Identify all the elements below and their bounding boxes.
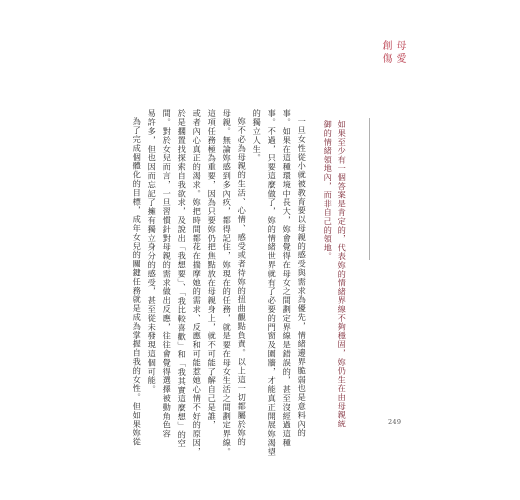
body-line: 這項任務極為重要，因為只要妳仍把焦點放在母親身上，就不可能了解自己是誰， bbox=[207, 109, 218, 430]
body-line: 於是擱置找探索自我欲求，及說出「我想要」、「我比較喜歡」和「我其實這麼想」的空 bbox=[177, 109, 188, 448]
body-line: 事。不過，只要這麼做了，妳的情緒世界就有了必要的門窗及圍牆，才能真正開展妳渴望 bbox=[267, 109, 278, 457]
body-line: 妳不必為母親的生活、心情、感受或者待妳的扭曲觀點負責。以上這一切都屬於妳的 bbox=[237, 117, 248, 447]
body-line: 母親。無論妳感到多內疚，都得記住，妳現在的任務，就是要在母女生活之間劃定界線。 bbox=[222, 109, 233, 457]
chapter-subtitle: 創傷 bbox=[380, 40, 391, 66]
header-divider bbox=[369, 118, 370, 260]
body-line: 的獨立人生。 bbox=[252, 109, 263, 163]
body-line: 為了完成個體化的目標，成年女兒的關鍵任務就是成為掌握自我的女性。但如果妳從 bbox=[132, 117, 143, 447]
intro-line: 如果至少有一個答案是肯定的，代表妳的情緒界線不夠穩固，妳仍生在由母親統 bbox=[337, 120, 348, 428]
body-line: 易許多，但也因而忘記了擁有獨立身分的感受，甚至從未發現這個可能。 bbox=[147, 109, 158, 394]
intro-line: 御的情緒領地內，而非自己的領地。 bbox=[323, 120, 334, 261]
chapter-title: 母愛 bbox=[394, 40, 405, 66]
body-line: 事。如果在這種環境中長大，妳會覺得在母女之間劃定界線是錯誤的，甚至沒經過這種 bbox=[282, 109, 293, 448]
page-number: 249 bbox=[388, 418, 402, 426]
body-line: 一旦女性從小就被教育要以母親的感受與需求為優先，情緒邊界脆弱也是意料內的 bbox=[297, 117, 308, 438]
body-line: 或者內心真正的渴求。妳把時間都花在揣摩她的需求、反應和可能惹她心情不好的原因， bbox=[192, 109, 203, 457]
body-line: 間。對於女兒而言，一旦習慣針對母親的需求做出反應，往往會覺得選擇被動角色容 bbox=[162, 109, 173, 439]
